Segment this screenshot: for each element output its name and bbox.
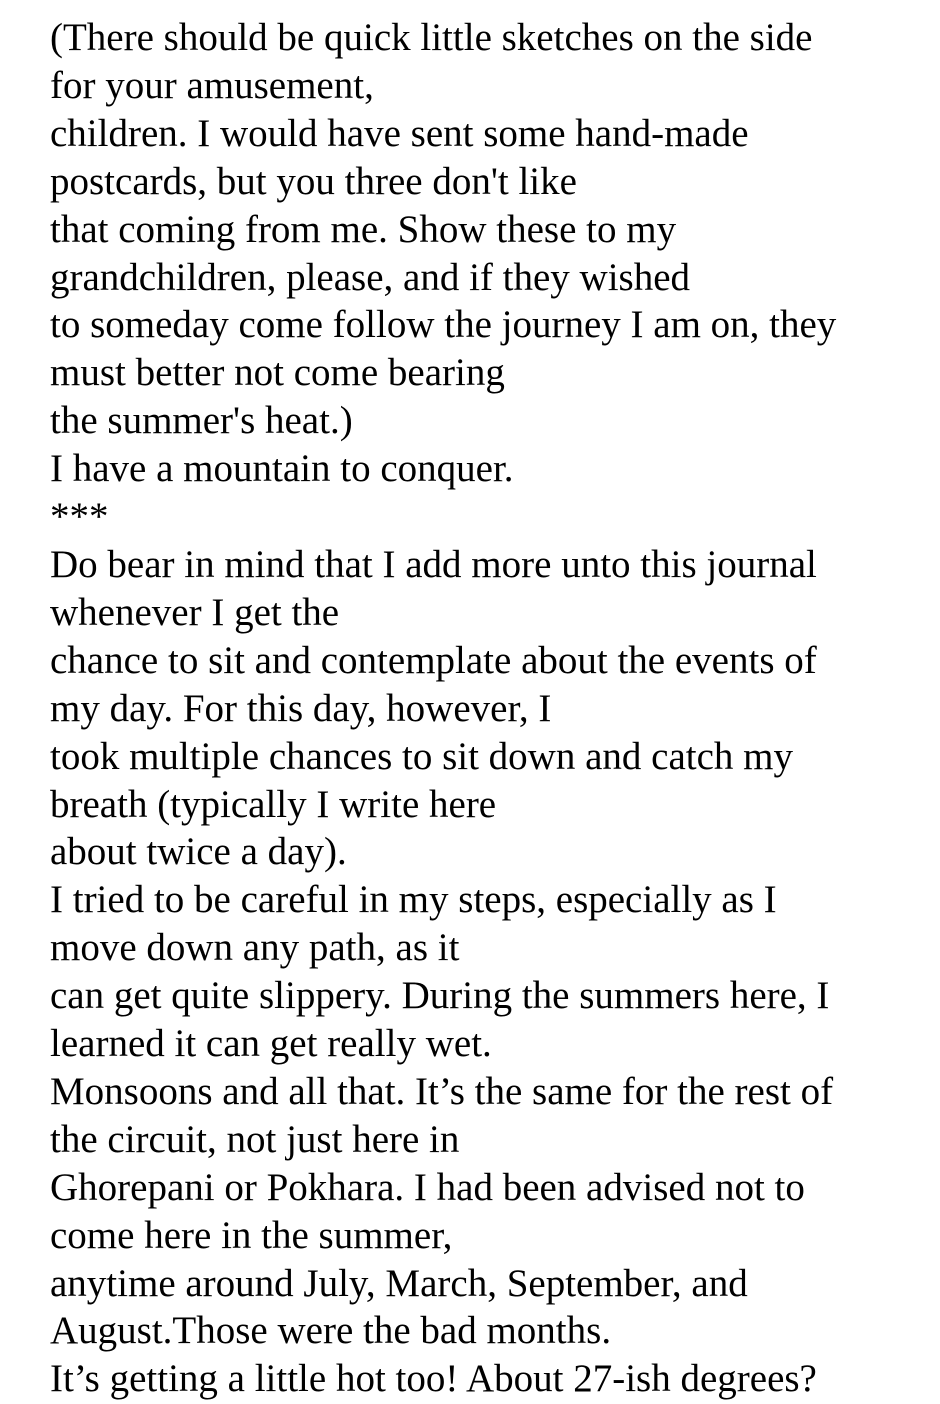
- text-line: August.Those were the bad months.: [50, 1309, 612, 1353]
- text-line: I have a mountain to conquer.: [50, 447, 514, 491]
- text-line: whenever I get the: [50, 590, 340, 634]
- text-line: (There should be quick little sketches on the side: [50, 16, 813, 59]
- text-line: for your amusement,: [50, 63, 374, 107]
- text-line: to someday come follow the journey I am on, they: [50, 303, 837, 347]
- text-line: Ghorepani or Pokhara. I had been advised not to: [50, 1165, 805, 1209]
- text-line: children. I would have sent some hand-made: [50, 111, 749, 155]
- text-line: grandchildren, please, and if they wished: [50, 255, 691, 299]
- section-separator: ***: [50, 495, 109, 539]
- text-line: the circuit, not just here in: [50, 1117, 460, 1161]
- text-line: can get quite slippery. During the summers here, I: [50, 974, 830, 1018]
- text-line: postcards, but you three don't like: [50, 159, 577, 203]
- text-line: Do bear in mind that I add more unto this journal: [50, 542, 817, 586]
- text-line: move down any path, as it: [50, 926, 460, 970]
- text-line: about twice a day).: [50, 830, 347, 874]
- text-line: come here in the summer,: [50, 1213, 453, 1257]
- journal-page: [50, 14, 930, 1403]
- text-line: It’s getting a little hot too! About 27-ish degrees?: [50, 1357, 817, 1401]
- text-line: my day. For this day, however, I: [50, 686, 552, 730]
- text-line: took multiple chances to sit down and catch my: [50, 734, 793, 778]
- text-line: must better not come bearing: [50, 351, 505, 395]
- text-line: breath (typically I write here: [50, 782, 497, 826]
- text-line: learned it can get really wet.: [50, 1022, 492, 1066]
- text-line: that coming from me. Show these to my: [50, 207, 677, 251]
- text-line: I tried to be careful in my steps, especially as I: [50, 878, 777, 922]
- text-line: Monsoons and all that. It’s the same for the rest of: [50, 1069, 834, 1113]
- text-line: the summer's heat.): [50, 399, 353, 443]
- text-line: chance to sit and contemplate about the events of: [50, 638, 817, 682]
- text-line: anytime around July, March, September, and: [50, 1261, 748, 1305]
